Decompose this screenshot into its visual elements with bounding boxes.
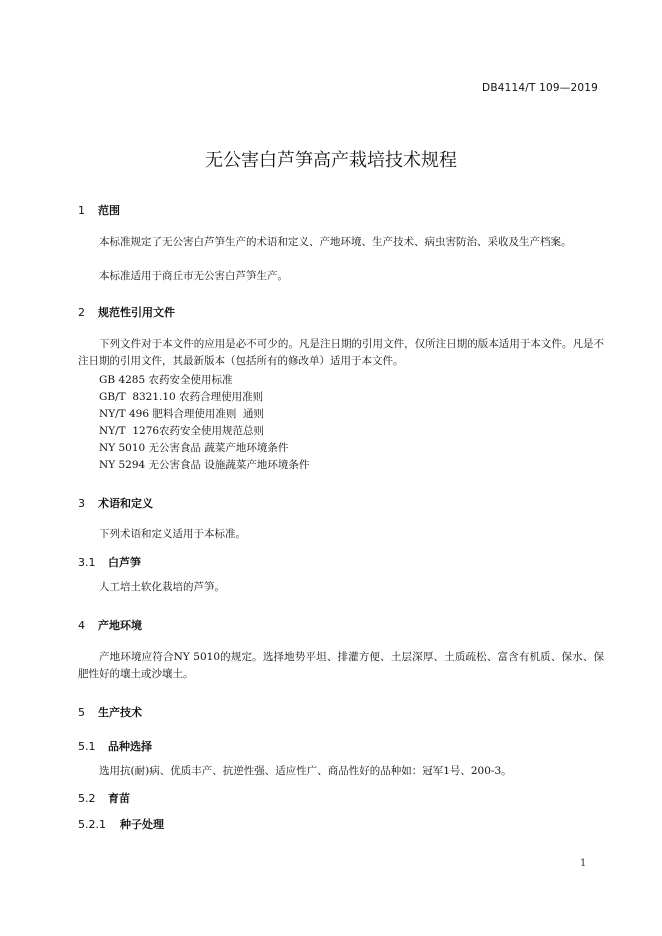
reference-item: NY 5294 无公害食品 设施蔬菜产地环境条件 <box>99 459 310 471</box>
paragraph: 下列文件对于本文件的应用是必不可少的。凡是注日期的引用文件，仅所注日期的版本适用于本文件。凡是不注日期的引用文件，其最新版本（包括所有的修改单）适用于本文件。 <box>78 338 604 367</box>
section-number: 5 <box>78 706 85 719</box>
section-number: 1 <box>78 204 85 217</box>
section-number: 5.2.1 <box>78 818 106 831</box>
section-heading-2 <box>78 304 175 320</box>
section-heading-3 <box>78 495 153 511</box>
reference-item: GB 4285 农药安全使用标准 <box>99 374 233 386</box>
section-title: 品种选择 <box>108 740 152 753</box>
section-number: 4 <box>78 619 85 632</box>
section-title: 范围 <box>98 204 120 217</box>
paragraph: 人工培土软化栽培的芦笋。 <box>99 581 225 593</box>
section-heading-4 <box>78 617 142 633</box>
section-number: 2 <box>78 306 85 319</box>
section-title: 种子处理 <box>120 818 164 831</box>
section-heading-1 <box>78 202 120 218</box>
paragraph: 本标准规定了无公害白芦笋生产的术语和定义、产地环境、生产技术、病虫害防治、采收及生产档案。 <box>99 236 572 248</box>
paragraph: 下列术语和定义适用于本标准。 <box>99 528 246 540</box>
reference-item: NY 5010 无公害食品 蔬菜产地环境条件 <box>99 442 289 454</box>
section-title: 术语和定义 <box>98 497 153 510</box>
section-number: 5.1 <box>78 740 96 753</box>
paragraph: 选用抗(耐)病、优质丰产、抗逆性强、适应性广、商品性好的品种如：冠军1号、200-3。 <box>99 765 512 777</box>
section-number: 3 <box>78 497 85 510</box>
section-title: 产地环境 <box>98 619 142 632</box>
section-number: 3.1 <box>78 556 96 569</box>
section-number: 5.2 <box>78 792 96 805</box>
section-heading-3-1 <box>78 554 141 570</box>
section-title: 规范性引用文件 <box>98 306 175 319</box>
reference-item: GB/T 8321.10 农药合理使用准则 <box>99 391 264 403</box>
section-title: 白芦笋 <box>108 556 141 569</box>
section-title: 育苗 <box>108 792 130 805</box>
section-heading-5 <box>78 704 142 720</box>
document-code: DB4114/T 109—2019 <box>482 82 598 94</box>
reference-item: NY/T 1276农药安全使用规范总则 <box>99 425 265 437</box>
section-heading-5-1 <box>78 738 152 754</box>
section-heading-5-2-1 <box>78 816 164 832</box>
reference-item: NY/T 496 肥料合理使用准则 通则 <box>99 408 265 420</box>
document-title: 无公害白芦笋高产栽培技术规程 <box>205 150 457 171</box>
page-number: 1 <box>580 858 587 869</box>
section-heading-5-2 <box>78 790 130 806</box>
paragraph: 产地环境应符合NY 5010的规定。选择地势平坦、排灌方便、土层深厚、土质疏松、富含有机质、保水、保肥性好的壤土或沙壤土。 <box>78 651 604 680</box>
section-title: 生产技术 <box>98 706 142 719</box>
paragraph: 本标准适用于商丘市无公害白芦笋生产。 <box>99 270 288 282</box>
